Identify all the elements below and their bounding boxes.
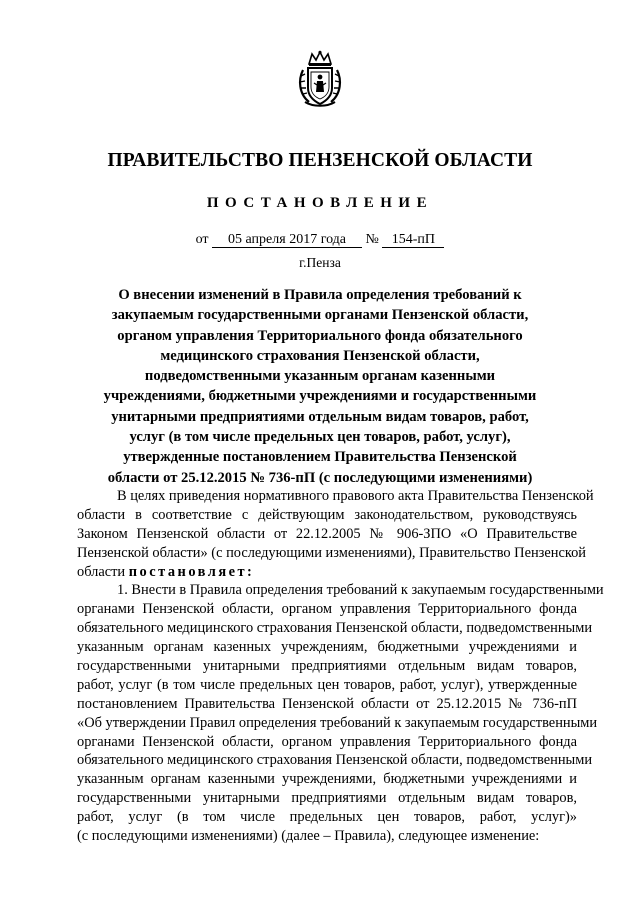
item1-line: обязательного медицинского страхования Пензенской области, подведомственными xyxy=(77,620,593,637)
date-prefix: от xyxy=(195,232,209,247)
item1-line: указанным органам казенными учреждениями, бюджетными учреждениями и xyxy=(77,771,577,788)
date-number-line xyxy=(0,232,640,248)
item1-last-line: (с последующими изменениями) (далее – Правила), следующее изменение: xyxy=(77,828,540,845)
subject-line: закупаемым государственными органами Пензенской области, xyxy=(111,307,529,324)
decree-line xyxy=(77,563,577,582)
item1-line: органами Пензенской области, органом управления Территориального фонда xyxy=(77,733,577,750)
coat-of-arms-icon xyxy=(297,50,343,108)
item1-line: обязательного медицинского страхования Пензенской области, подведомственными xyxy=(77,752,593,769)
decree-prefix: области xyxy=(77,563,126,580)
item1-line: указанным органам казенных учреждениям, бюджетными учреждениями и xyxy=(77,639,577,656)
item1-line: органами Пензенской области, органом управления Территориального фонда xyxy=(77,601,577,618)
document-number: 154-пП xyxy=(382,232,444,248)
city-line: г.Пенза xyxy=(299,255,341,270)
subject-line: учреждениями, бюджетными учреждениями и государственными xyxy=(103,388,537,405)
preamble-line: Законом Пензенской области от 22.12.2005 № 906-ЗПО «О Правительстве xyxy=(77,525,577,542)
item1-line: работ, услуг (в том числе предельных цен товаров, работ, услуг), утвержденные xyxy=(77,676,577,693)
item1-line: государственными унитарными предприятиями отдельным видам товаров, xyxy=(77,658,577,675)
document-subject xyxy=(100,285,540,488)
decree-word: постановляет: xyxy=(128,563,255,580)
preamble-line: области в соответствие с действующим законодательством, руководствуясь xyxy=(77,506,577,523)
item1-line: работ, услуг (в том числе предельных цен товаров, работ, услуг)» xyxy=(77,809,577,826)
subject-line: унитарными предприятиями отдельным видам товаров, работ, xyxy=(111,408,529,425)
subject-line: области от 25.12.2015 № 736-пП (с последующими изменениями) xyxy=(107,469,533,486)
subject-line: органом управления Территориального фонда обязательного xyxy=(117,327,523,344)
organization-title: ПРАВИТЕЛЬСТВО ПЕНЗЕНСКОЙ ОБЛАСТИ xyxy=(107,150,533,171)
item1-line: постановлением Правительства Пензенской области от 25.12.2015 № 736-пП xyxy=(77,695,577,712)
subject-line: О внесении изменений в Правила определения требований к xyxy=(118,287,522,303)
subject-line: утвержденные постановлением Правительства Пензенской xyxy=(123,449,517,466)
subject-line: медицинского страхования Пензенской области, xyxy=(160,347,480,364)
document-date: 05 апреля 2017 года xyxy=(212,232,362,248)
number-prefix: № xyxy=(365,232,379,247)
document-body xyxy=(77,487,604,846)
subject-line: услуг (в том числе предельных цен товаров, работ, услуг), xyxy=(129,429,511,446)
item1-line: государственными унитарными предприятиями отдельным видам товаров, xyxy=(77,790,577,807)
item1-line: «Об утверждении Правил определения требований к закупаемым государственными xyxy=(77,714,598,731)
item1-line: 1. Внести в Правила определения требований к закупаемым государственными xyxy=(117,582,604,599)
document-type-title: ПОСТАНОВЛЕНИЕ xyxy=(206,195,434,211)
subject-line: подведомственными указанным органам казенными xyxy=(144,368,496,385)
preamble-line: Пензенской области» (с последующими изменениями), Правительство Пензенской xyxy=(77,544,586,561)
preamble-line: В целях приведения нормативного правового акта Правительства Пензенской xyxy=(117,488,594,504)
